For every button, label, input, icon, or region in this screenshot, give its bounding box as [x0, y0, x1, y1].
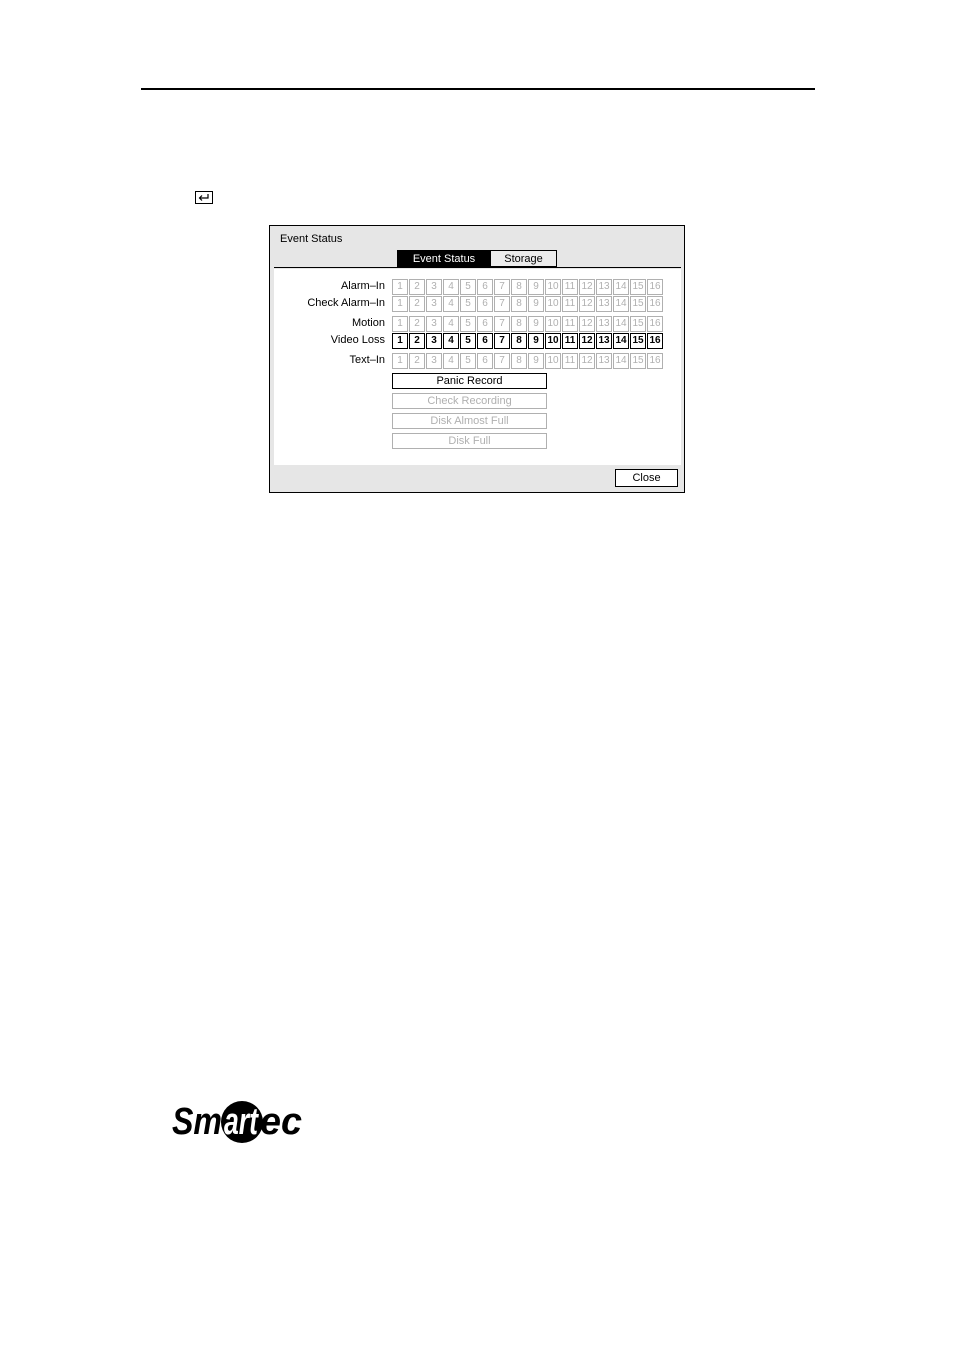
- channel-cell: 4: [443, 296, 459, 312]
- channel-cell: 13: [596, 353, 612, 369]
- svg-text:Sm: Sm: [172, 1101, 222, 1143]
- channel-cell: 2: [409, 333, 425, 349]
- channel-cell: 15: [630, 333, 646, 349]
- event-status-panel: [274, 269, 681, 465]
- row-label-check-alarm-in: Check Alarm–In: [307, 297, 385, 309]
- channel-cell: 3: [426, 333, 442, 349]
- channel-cell: 11: [562, 296, 578, 312]
- channel-cell: 1: [392, 296, 408, 312]
- channel-cell: 5: [460, 353, 476, 369]
- channel-cell: 8: [511, 279, 527, 295]
- channel-cell: 9: [528, 296, 544, 312]
- channel-grid-alarm-in: [392, 279, 664, 295]
- channel-cell: 8: [511, 353, 527, 369]
- tab-underline: [274, 267, 681, 268]
- channel-grid-motion: [392, 316, 664, 332]
- channel-cell: 10: [545, 296, 561, 312]
- channel-cell: 2: [409, 279, 425, 295]
- channel-cell: 5: [460, 333, 476, 349]
- channel-grid-check-alarm-in: [392, 296, 664, 312]
- disk-full-button[interactable]: Disk Full: [392, 433, 547, 449]
- channel-cell: 13: [596, 296, 612, 312]
- channel-cell: 6: [477, 296, 493, 312]
- channel-cell: 10: [545, 353, 561, 369]
- channel-cell: 15: [630, 316, 646, 332]
- channel-cell: 5: [460, 316, 476, 332]
- channel-cell: 1: [392, 353, 408, 369]
- header-rule: [141, 88, 815, 90]
- enter-key-icon: [195, 191, 213, 204]
- channel-cell: 3: [426, 316, 442, 332]
- dialog-title: Event Status: [280, 233, 343, 245]
- channel-cell: 6: [477, 333, 493, 349]
- channel-cell: 2: [409, 296, 425, 312]
- row-label-video-loss: Video Loss: [330, 334, 385, 346]
- channel-cell: 7: [494, 333, 510, 349]
- channel-cell: 8: [511, 333, 527, 349]
- channel-cell: 12: [579, 353, 595, 369]
- channel-cell: 8: [511, 316, 527, 332]
- channel-cell: 16: [647, 353, 663, 369]
- channel-cell: 16: [647, 333, 663, 349]
- channel-cell: 9: [528, 333, 544, 349]
- channel-cell: 15: [630, 279, 646, 295]
- channel-cell: 14: [613, 296, 629, 312]
- channel-cell: 9: [528, 316, 544, 332]
- row-label-motion: Motion: [351, 317, 385, 329]
- channel-cell: 12: [579, 296, 595, 312]
- channel-cell: 16: [647, 316, 663, 332]
- channel-cell: 15: [630, 353, 646, 369]
- channel-cell: 13: [596, 279, 612, 295]
- channel-cell: 13: [596, 316, 612, 332]
- channel-cell: 1: [392, 279, 408, 295]
- channel-cell: 15: [630, 296, 646, 312]
- panic-record-button[interactable]: Panic Record: [392, 373, 547, 389]
- channel-cell: 14: [613, 279, 629, 295]
- channel-cell: 11: [562, 316, 578, 332]
- channel-cell: 4: [443, 316, 459, 332]
- channel-cell: 1: [392, 316, 408, 332]
- channel-cell: 7: [494, 279, 510, 295]
- event-status-dialog: [269, 225, 685, 493]
- channel-cell: 13: [596, 333, 612, 349]
- channel-cell: 9: [528, 279, 544, 295]
- channel-cell: 2: [409, 316, 425, 332]
- channel-cell: 12: [579, 279, 595, 295]
- disk-almost-full-button[interactable]: Disk Almost Full: [392, 413, 547, 429]
- channel-cell: 12: [579, 316, 595, 332]
- tab-event-status[interactable]: Event Status: [397, 250, 491, 267]
- channel-cell: 2: [409, 353, 425, 369]
- channel-cell: 14: [613, 353, 629, 369]
- check-recording-button[interactable]: Check Recording: [392, 393, 547, 409]
- channel-cell: 14: [613, 333, 629, 349]
- channel-cell: 9: [528, 353, 544, 369]
- channel-grid-text-in: [392, 353, 664, 369]
- channel-cell: 11: [562, 333, 578, 349]
- svg-text:art: art: [224, 1101, 259, 1143]
- channel-cell: 12: [579, 333, 595, 349]
- smartec-logo: [170, 1092, 306, 1144]
- channel-cell: 6: [477, 279, 493, 295]
- channel-cell: 10: [545, 333, 561, 349]
- channel-cell: 5: [460, 296, 476, 312]
- channel-cell: 10: [545, 316, 561, 332]
- row-label-alarm-in: Alarm–In: [340, 280, 385, 292]
- channel-cell: 16: [647, 279, 663, 295]
- channel-cell: 11: [562, 279, 578, 295]
- channel-cell: 11: [562, 353, 578, 369]
- channel-cell: 1: [392, 333, 408, 349]
- channel-cell: 6: [477, 316, 493, 332]
- channel-cell: 7: [494, 316, 510, 332]
- channel-cell: 4: [443, 279, 459, 295]
- svg-text:ec: ec: [260, 1101, 302, 1143]
- channel-cell: 5: [460, 279, 476, 295]
- row-label-text-in: Text–In: [349, 354, 385, 366]
- channel-cell: 10: [545, 279, 561, 295]
- tab-storage[interactable]: Storage: [491, 250, 557, 267]
- channel-cell: 4: [443, 353, 459, 369]
- channel-cell: 4: [443, 333, 459, 349]
- tab-bar: [397, 250, 557, 267]
- channel-cell: 16: [647, 296, 663, 312]
- channel-cell: 7: [494, 296, 510, 312]
- channel-cell: 3: [426, 353, 442, 369]
- channel-cell: 6: [477, 353, 493, 369]
- channel-cell: 8: [511, 296, 527, 312]
- close-button[interactable]: Close: [615, 469, 678, 487]
- channel-cell: 3: [426, 279, 442, 295]
- channel-grid-video-loss: [392, 333, 664, 349]
- channel-cell: 14: [613, 316, 629, 332]
- channel-cell: 7: [494, 353, 510, 369]
- channel-cell: 3: [426, 296, 442, 312]
